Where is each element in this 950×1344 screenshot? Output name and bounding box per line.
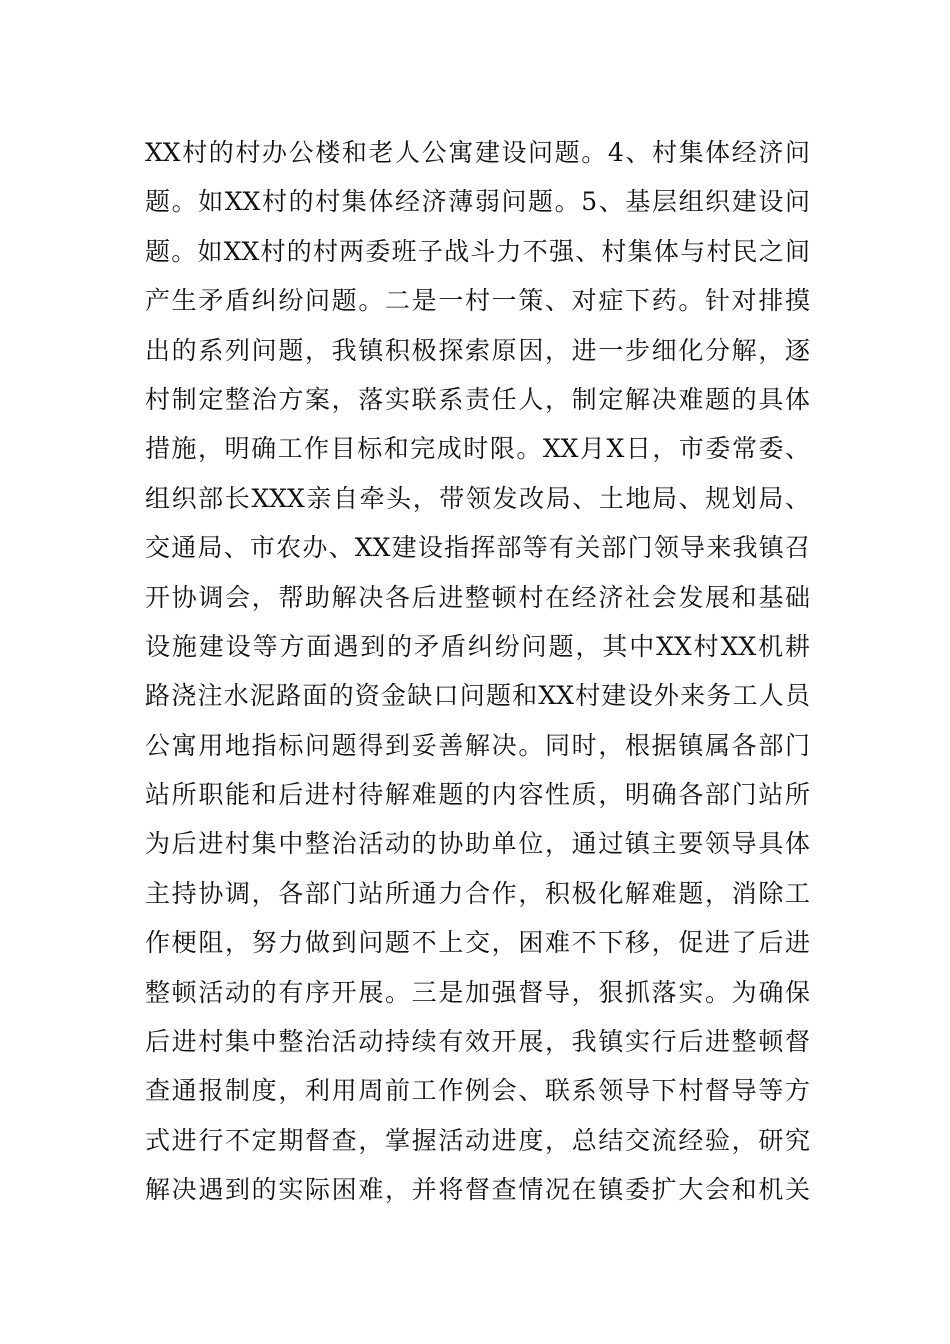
- text-line-12: 路浇注水泥路面的资金缺口问题和XX村建设外来务工人员: [145, 681, 810, 711]
- body-text: [145, 128, 810, 1215]
- text-line-4: 产生矛盾纠纷问题。二是一村一策、对症下药。针对排摸: [145, 286, 810, 316]
- text-line-22: 解决遇到的实际困难，并将督查情况在镇委扩大会和机关: [145, 1175, 810, 1205]
- text-line-2: 题。如XX村的村集体经济薄弱问题。5、基层组织建设问: [145, 187, 810, 217]
- text-line-8: 组织部长XXX亲自牵头，带领发改局、土地局、规划局、: [145, 483, 810, 513]
- text-line-21: 式进行不定期督查，掌握活动进度，总结交流经验，研究: [145, 1125, 810, 1155]
- text-line-7: 措施，明确工作目标和完成时限。XX月X日，市委常委、: [145, 434, 810, 464]
- text-line-3: 题。如XX村的村两委班子战斗力不强、村集体与村民之间: [145, 236, 810, 266]
- text-line-1: XX村的村办公楼和老人公寓建设问题。4、村集体经济问: [145, 138, 810, 167]
- text-line-20: 查通报制度，利用周前工作例会、联系领导下村督导等方: [145, 1076, 810, 1106]
- text-line-16: 主持协调，各部门站所通力合作，积极化解难题，消除工: [145, 878, 810, 908]
- text-line-19: 后进村集中整治活动持续有效开展，我镇实行后进整顿督: [145, 1027, 810, 1057]
- text-line-9: 交通局、市农办、XX建设指挥部等有关部门领导来我镇召: [145, 533, 810, 563]
- text-line-10: 开协调会，帮助解决各后进整顿村在经济社会发展和基础: [145, 582, 810, 612]
- text-line-14: 站所职能和后进村待解难题的内容性质，明确各部门站所: [145, 780, 810, 810]
- text-line-17: 作梗阻，努力做到问题不上交，困难不下移，促进了后进: [145, 928, 810, 958]
- text-line-11: 设施建设等方面遇到的矛盾纠纷问题，其中XX村XX机耕: [145, 631, 810, 661]
- text-line-5: 出的系列问题，我镇积极探索原因，进一步细化分解，逐: [145, 335, 810, 365]
- text-line-18: 整顿活动的有序开展。三是加强督导，狠抓落实。为确保: [145, 977, 810, 1007]
- text-line-13: 公寓用地指标问题得到妥善解决。同时，根据镇属各部门: [145, 730, 810, 760]
- text-line-15: 为后进村集中整治活动的协助单位，通过镇主要领导具体: [145, 829, 810, 859]
- text-line-6: 村制定整治方案，落实联系责任人，制定解决难题的具体: [145, 384, 810, 414]
